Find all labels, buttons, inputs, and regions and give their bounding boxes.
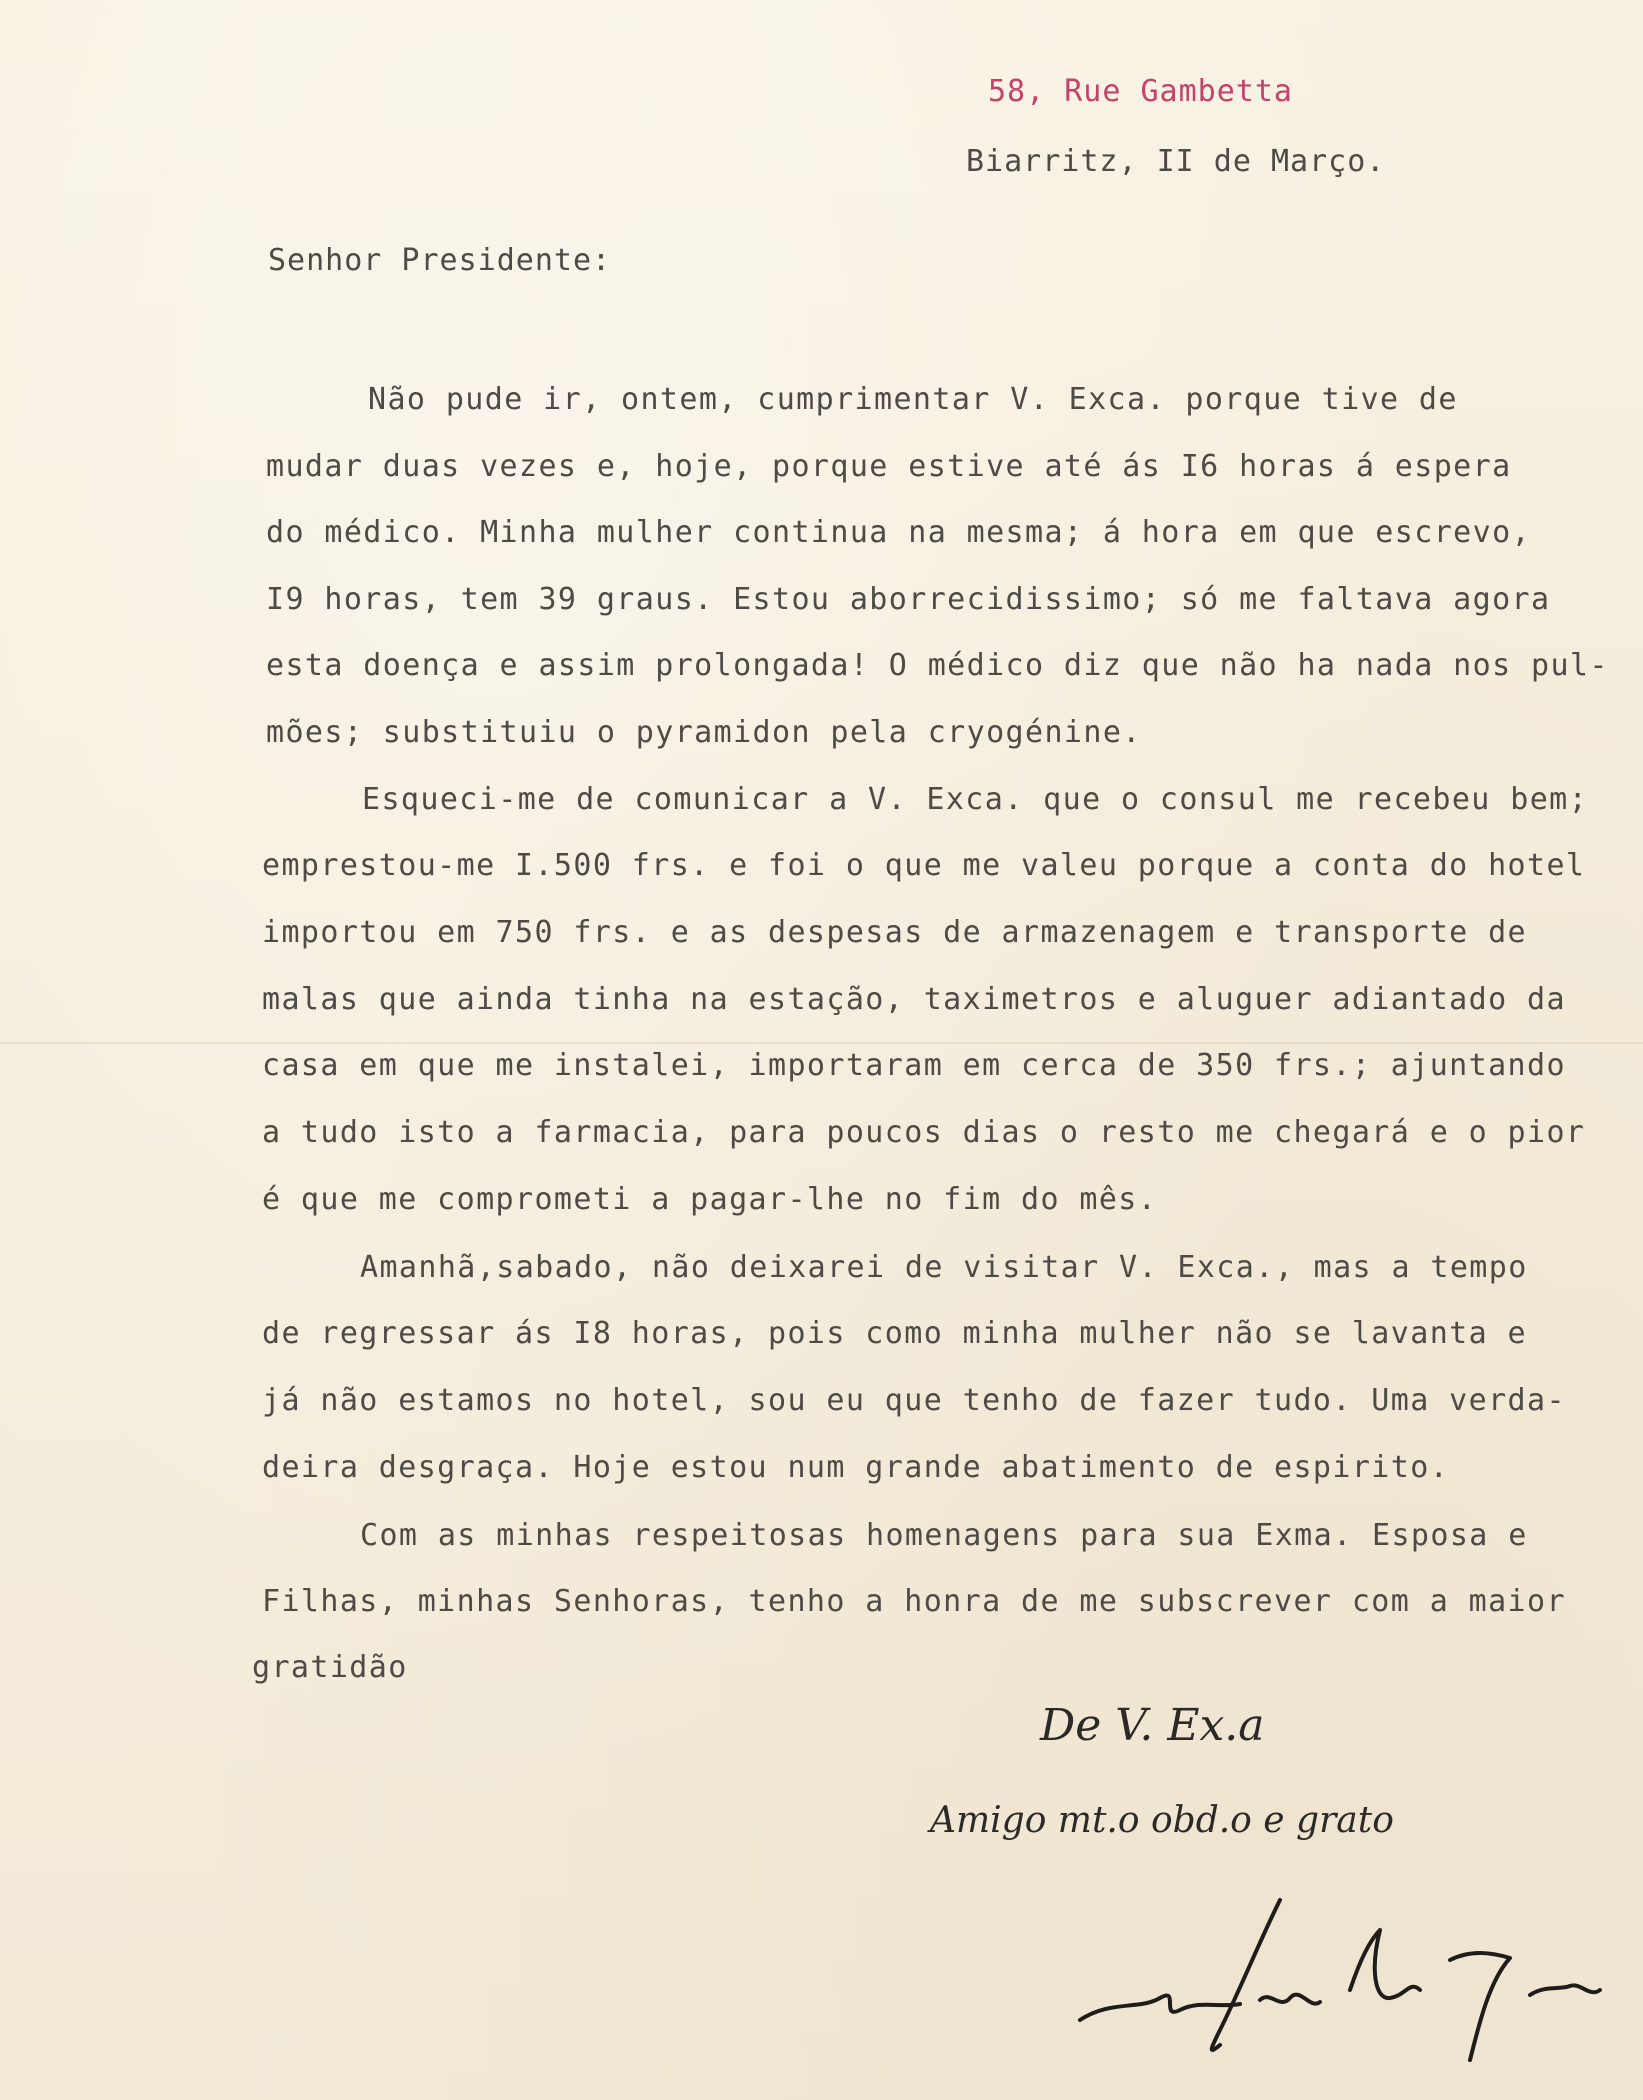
body-line: esta doença e assim prolongada! O médico diz que não ha nada nos pul- <box>266 648 1609 683</box>
body-line: casa em que me instalei, importaram em cerca de 350 frs.; ajuntando <box>262 1048 1566 1083</box>
body-line: Esqueci-me de comunicar a V. Exca. que o consul me recebeu bem; <box>362 782 1589 817</box>
body-line: a tudo isto a farmacia, para poucos dias o resto me chegará e o pior <box>262 1115 1586 1150</box>
body-line: importou em 750 frs. e as despesas de armazenagem e transporte de <box>262 915 1527 950</box>
body-line: emprestou-me I.500 frs. e foi o que me valeu porque a conta do hotel <box>262 848 1586 883</box>
paper-fold <box>0 1042 1643 1044</box>
body-line: de regressar ás I8 horas, pois como minha mulher não se lavanta e <box>262 1316 1527 1351</box>
body-line: mões; substituiu o pyramidon pela cryogénine. <box>266 715 1142 750</box>
salutation: Senhor Presidente: <box>268 243 612 278</box>
body-line: I9 horas, tem 39 graus. Estou aborrecidissimo; só me faltava agora <box>266 582 1551 617</box>
body-line: deira desgraça. Hoje estou num grande abatimento de espirito. <box>262 1450 1450 1485</box>
body-line: Não pude ir, ontem, cumprimentar V. Exca. porque tive de <box>368 382 1458 417</box>
body-line: malas que ainda tinha na estação, taximetros e aluguer adiantado da <box>262 982 1566 1017</box>
body-line: mudar duas vezes e, hoje, porque estive até ás I6 horas á espera <box>266 449 1512 484</box>
sender-address: 58, Rue Gambetta <box>988 74 1293 109</box>
body-line: gratidão <box>252 1650 408 1685</box>
body-line: é que me comprometi a pagar-lhe no fim do mês. <box>262 1182 1158 1217</box>
date-line: Biarritz, II de Março. <box>966 144 1386 179</box>
body-line: Filhas, minhas Senhoras, tenho a honra de me subscrever com a maior <box>262 1584 1566 1619</box>
handwritten-closing: De V. Ex.a <box>1040 1700 1265 1751</box>
body-line: Com as minhas respeitosas homenagens para sua Exma. Esposa e <box>360 1518 1528 1553</box>
body-line: Amanhã,sabado, não deixarei de visitar V. Exca., mas a tempo <box>360 1250 1528 1285</box>
signature-name <box>1100 1960 1409 2006</box>
body-line: já não estamos no hotel, sou eu que tenho de fazer tudo. Uma verda- <box>262 1383 1566 1418</box>
handwritten-closing-line-2: Amigo mt.o obd.o e grato <box>930 1800 1394 1841</box>
body-line: do médico. Minha mulher continua na mesma; á hora em que escrevo, <box>266 515 1531 550</box>
